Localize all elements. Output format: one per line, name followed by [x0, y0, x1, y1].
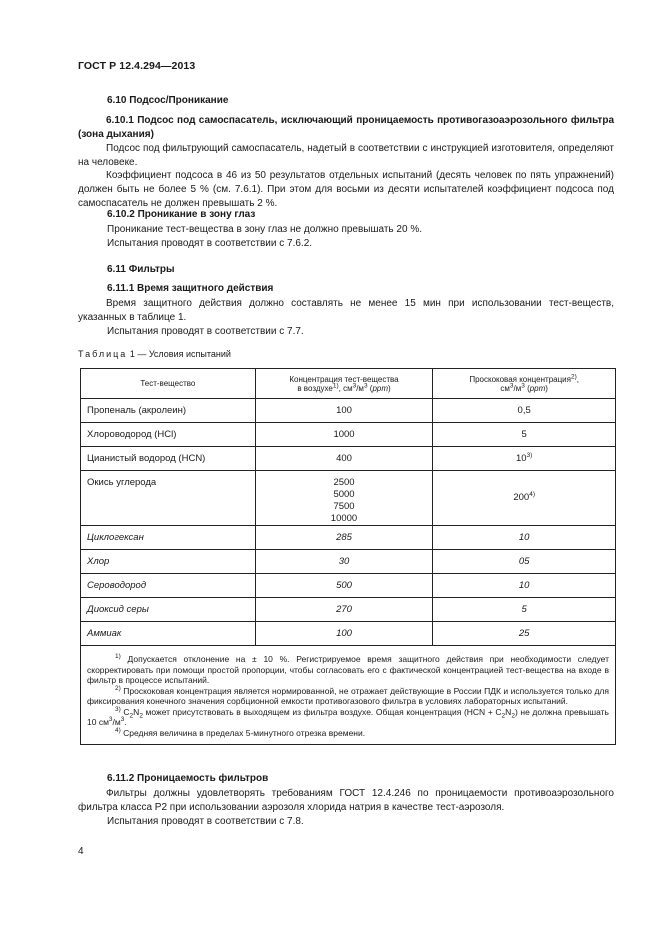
subsection-heading-6-11-2: 6.11.2 Проницаемость фильтров	[107, 773, 269, 784]
cell-substance: Аммиак	[81, 622, 256, 646]
cell-breakthrough: 05	[433, 550, 616, 574]
subsection-heading-6-11-1: 6.11.1 Время защитного действия	[107, 283, 274, 294]
table-row	[81, 622, 616, 646]
page-number: 4	[78, 846, 84, 857]
cell-substance: Сероводород	[81, 574, 256, 598]
paragraph: Подсос под фильтрующий самоспасатель, надетый в соответствии с инструкцией изготовителя, определяют на человеке.	[78, 143, 614, 168]
cell-substance: Циклогексан	[81, 526, 256, 550]
table-footnotes-row	[81, 646, 616, 745]
table-caption-label: Таблица	[78, 349, 128, 359]
cell-concentration: 400	[255, 447, 433, 471]
cell-substance: Хлороводород (HCl)	[81, 423, 256, 447]
cell-concentration: 270	[255, 598, 433, 622]
col-header-concentration: Концентрация тест-вещества в воздухе$^{1)}$, $см^3/м^3$ (ppm)	[255, 369, 433, 399]
cell-breakthrough: 5	[433, 598, 616, 622]
footnote-3: $^{3)}$ $C_2N_2$ может присутствовать в выходящем из фильтра воздухе. Общая концентрация $(HCN + C_2N_2)$ не должна превышать 10 $см^3/м^3$.	[87, 705, 609, 727]
cell-breakthrough: 5	[433, 423, 616, 447]
table-row	[81, 574, 616, 598]
cell-concentration: 2500 5000 7500 10000	[255, 471, 433, 526]
section-heading-6-11: 6.11 Фильтры	[107, 264, 175, 275]
cell-substance: Пропеналь (акролеин)	[81, 399, 256, 423]
col-header-substance: Тест-вещество	[81, 369, 256, 399]
cell-breakthrough: 200$^{4)}$	[433, 471, 616, 526]
table-header-row	[81, 369, 616, 399]
paragraph: Испытания проводят в соответствии с 7.7.	[107, 326, 304, 337]
cell-concentration: 1000	[255, 423, 433, 447]
table-row	[81, 423, 616, 447]
table-row	[81, 399, 616, 423]
table-row	[81, 526, 616, 550]
footnote-4: $^{4)}$ Средняя величина в пределах 5-минутного отрезка времени.	[115, 726, 366, 738]
footnote-2: $^{2)}$ Проскоковая концентрация является нормированной, не отражает действующие в России ПДК и используется только для фиксирования конечного значения сорбционной емкости противогазового фильтра в условиях лабораторных испытаний.	[87, 684, 609, 706]
subsection-heading-6-10-2: 6.10.2 Проникание в зону глаз	[107, 209, 256, 220]
test-conditions-table	[80, 368, 616, 745]
section-heading-6-10: 6.10 Подсос/Проникание	[107, 95, 229, 106]
table-footnotes	[81, 646, 616, 745]
paragraph: Время защитного действия должно составлять не менее 15 мин при использовании тест-веществ, указанных в таблице 1.	[78, 298, 614, 323]
cell-substance: Цианистый водород (HCN)	[81, 447, 256, 471]
cell-breakthrough: 10$^{3)}$	[433, 447, 616, 471]
cell-concentration: 30	[255, 550, 433, 574]
cell-substance: Окись углерода	[81, 471, 256, 526]
cell-substance: Хлор	[81, 550, 256, 574]
cell-substance: Диоксид серы	[81, 598, 256, 622]
col-header-breakthrough: Проскоковая концентрация$^{2)}$, $см^3/м^3$ (ppm)	[433, 369, 616, 399]
paragraph: Фильтры должны удовлетворять требованиям ГОСТ 12.4.246 по проницаемости противоаэрозольного фильтра класса Р2 при использовании аэрозоля хлорида натрия в качестве тест-аэрозоля.	[78, 788, 614, 813]
cell-concentration: 100	[255, 399, 433, 423]
paragraph: Коэффициент подсоса в 46 из 50 результатов отдельных испытаний (десять человек по пять упражнений) должен быть не более 5 % (см. 7.6.1). При этом для восьми из десяти испытателей коэффициент подсоса под самоспасатель не должен превышать 2 %.	[78, 170, 614, 209]
document-header: ГОСТ Р 12.4.294—2013	[78, 60, 196, 72]
footnote-1: $^{1)}$ Допускается отклонение на ± 10 %. Регистрируемое время защитного действия при необходимости следует скорректировать при помощи простой пропорции, чтобы согласовать его с фактической концентрацией тест-вещества на входе в фильтр в процессе испытаний.	[87, 653, 609, 685]
paragraph: Проникание тест-вещества в зону глаз не должно превышать 20 %.	[107, 224, 422, 235]
cell-concentration: 500	[255, 574, 433, 598]
cell-concentration: 100	[255, 622, 433, 646]
cell-breakthrough: 25	[433, 622, 616, 646]
table-row	[81, 471, 616, 526]
table-row	[81, 550, 616, 574]
table-row	[81, 447, 616, 471]
cell-breakthrough: 10	[433, 574, 616, 598]
paragraph: Испытания проводят в соответствии с 7.6.2.	[107, 238, 313, 249]
subsection-heading-6-10-1: 6.10.1 Подсос под самоспасатель, исключающий проницаемость противогазоаэрозольного фильтра (зона дыхания)	[78, 115, 614, 140]
table-caption	[78, 349, 231, 359]
paragraph: Испытания проводят в соответствии с 7.8.	[107, 816, 304, 827]
cell-concentration: 285	[255, 526, 433, 550]
table-caption-text: 1 — Условия испытаний	[129, 349, 231, 359]
table-row	[81, 598, 616, 622]
cell-breakthrough: 10	[433, 526, 616, 550]
cell-breakthrough: 0,5	[433, 399, 616, 423]
